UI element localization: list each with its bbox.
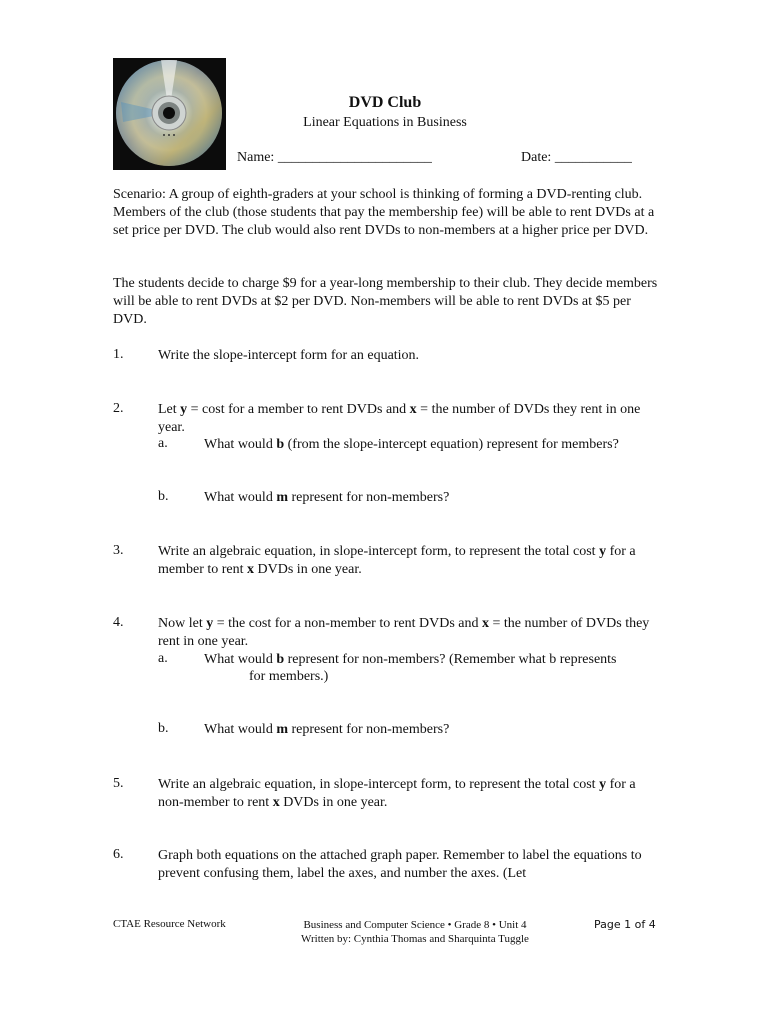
date-field[interactable]: Date: ___________ bbox=[521, 150, 632, 165]
question-4-text: Now let y = the cost for a non-member to rent DVDs and x = the number of DVDs they rent in one year. bbox=[158, 616, 650, 649]
footer-organization: CTAE Resource Network bbox=[113, 918, 226, 930]
footer-course-line: Business and Computer Science • Grade 8 • Unit 4 bbox=[303, 919, 527, 931]
scenario-paragraph: Scenario: A group of eighth-graders at your school is thinking of forming a DVD-renting club. Members of the club (those students that pay the membership fee) will be able to rent DVDs at a set price per DVD. The club would also rent DVDs to non-members at a higher price per DVD. bbox=[113, 187, 655, 238]
page-number: Page 1 of 4 bbox=[594, 918, 656, 931]
dvd-disc-icon bbox=[113, 58, 226, 170]
question-2b-text: What would m represent for non-members? bbox=[204, 490, 450, 505]
question-4a-letter: a. bbox=[158, 651, 168, 666]
question-4b-letter: b. bbox=[158, 721, 169, 736]
question-3-number: 3. bbox=[113, 543, 124, 558]
page-title: DVD Club bbox=[348, 94, 422, 111]
question-2-number: 2. bbox=[113, 401, 124, 416]
question-2a-letter: a. bbox=[158, 436, 168, 451]
question-2a-text: What would b (from the slope-intercept equation) represent for members? bbox=[204, 437, 619, 452]
name-field[interactable]: Name: ______________________ bbox=[237, 150, 432, 165]
question-6-text: Graph both equations on the attached graph paper. Remember to label the equations to prevent confusing them, label the axes, and number the axes. (Let bbox=[158, 848, 642, 881]
question-3-text: Write an algebraic equation, in slope-intercept form, to represent the total cost y for a member to rent x DVDs in one year. bbox=[158, 544, 636, 577]
footer-course-info bbox=[290, 918, 540, 946]
question-4-number: 4. bbox=[113, 615, 124, 630]
question-2b-letter: b. bbox=[158, 489, 169, 504]
question-5-number: 5. bbox=[113, 776, 124, 791]
question-4b-text: What would m represent for non-members? bbox=[204, 722, 450, 737]
question-1-number: 1. bbox=[113, 347, 124, 362]
question-5-text: Write an algebraic equation, in slope-intercept form, to represent the total cost y for a non-member to rent x DVDs in one year. bbox=[158, 777, 636, 810]
footer-authors-line: Written by: Cynthia Thomas and Sharquinta Tuggle bbox=[301, 933, 529, 945]
dvd-disc-image bbox=[113, 58, 226, 170]
question-4a-text: What would b represent for non-members? (Remember what b represents bbox=[204, 652, 617, 667]
question-1-text: Write the slope-intercept form for an equation. bbox=[158, 348, 420, 363]
question-6-number: 6. bbox=[113, 847, 124, 862]
pricing-paragraph: The students decide to charge $9 for a year-long membership to their club. They decide members will be able to rent DVDs at $2 per DVD. Non-members will be able to rent DVDs at $5 per DVD. bbox=[113, 276, 658, 327]
question-4a-continuation: for members.) bbox=[249, 669, 329, 684]
page-subtitle: Linear Equations in Business bbox=[303, 115, 467, 130]
question-2-text: Let y = cost for a member to rent DVDs and x = the number of DVDs they rent in one year. bbox=[158, 402, 641, 435]
